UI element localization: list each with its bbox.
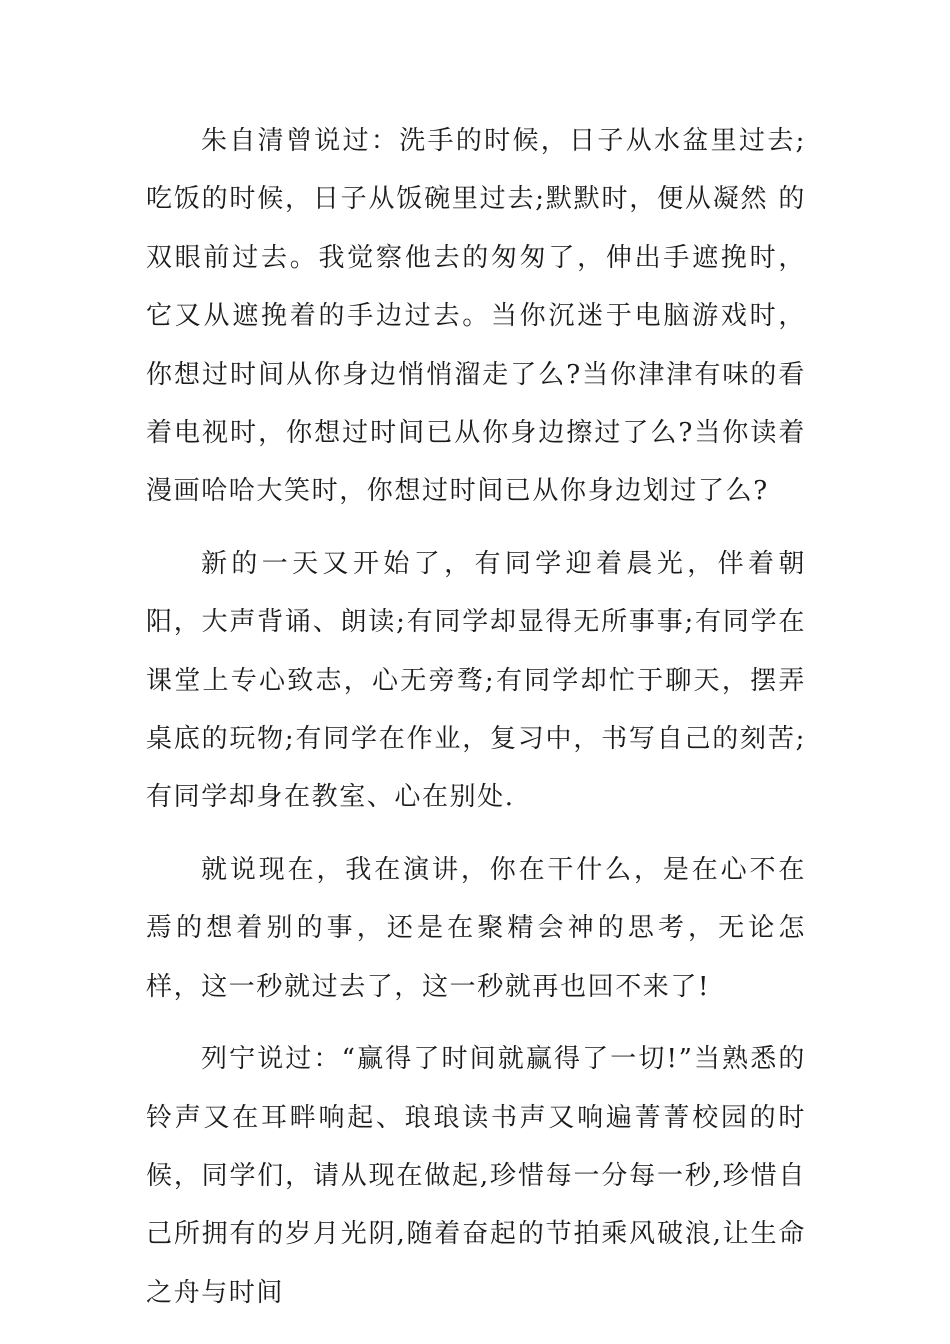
document-body bbox=[146, 112, 806, 1322]
paragraph: 朱自清曾说过：洗手的时候，日子从水盆里过去;吃饭的时候，日子从饭碗里过去;默默时，便从凝然 的双眼前过去。我觉察他去的匆匆了，伸出手遮挽时，它又从遮挽着的手边过去。当你沉迷于电脑游戏时，你想过时间从你身边悄悄溜走了么?当你津津有味的看着电视时，你想过时间已从你身边擦过了么?当你读着漫画哈哈大笑时，你想过时间已从你身边划过了么? bbox=[146, 126, 806, 507]
paragraph: 就说现在，我在演讲，你在干什么，是在心不在焉的想着别的事，还是在聚精会神的思考，无论怎样，这一秒就过去了，这一秒就再也回不来了! bbox=[146, 854, 806, 1002]
paragraph: 列宁说过：“赢得了时间就赢得了一切!”当熟悉的铃声又在耳畔响起、琅琅读书声又响遍菁菁校园的时候，同学们，请从现在做起,珍惜每一分每一秒,珍惜自己所拥有的岁月光阴,随着奋起的节拍乘风破浪,让生命之舟与时间 bbox=[146, 1044, 806, 1308]
paragraph: 新的一天又开始了，有同学迎着晨光，伴着朝阳，大声背诵、朗读;有同学却显得无所事事;有同学在课堂上专心致志，心无旁骛;有同学却忙于聊天，摆弄桌底的玩物;有同学在作业，复习中，书写自己的刻苦;有同学却身在教室、心在别处. bbox=[146, 548, 806, 813]
